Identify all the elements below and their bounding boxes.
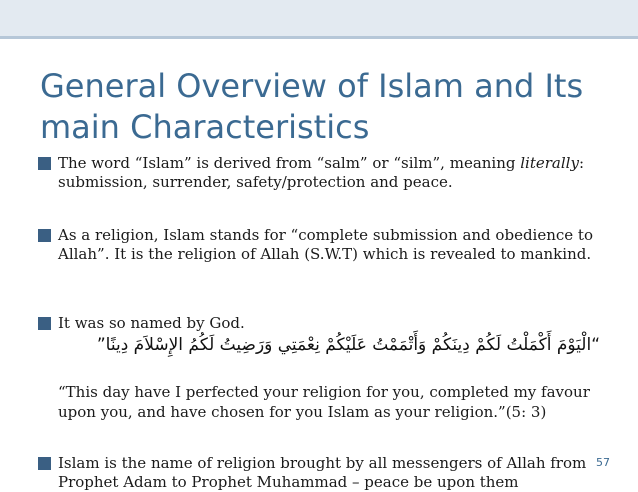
square-bullet-icon: [38, 157, 51, 170]
square-bullet-icon: [38, 457, 51, 470]
bullet-text: The word “Islam” is derived from “salm” or “silm”, meaning literally: submission, surrender, safety/protection and peace.: [58, 154, 584, 191]
bullet-item-religion: [38, 226, 598, 264]
bullet-text: As a religion, Islam stands for “complete submission and obedience to Allah”. It is the religion of Allah (S.W.T) which is revealed to mankind.: [58, 226, 593, 263]
square-bullet-icon: [38, 317, 51, 330]
bullet-item-etymology: [38, 154, 598, 192]
header-band: [0, 0, 638, 36]
verse-translation: “This day have I perfected your religion for you, completed my favour upon you, and have chosen for you Islam as your religion.”(5: 3): [58, 383, 590, 421]
bullet-item-messengers: [38, 454, 593, 491]
bullet-item-named: [38, 314, 598, 333]
bullet-text: It was so named by God.: [58, 314, 245, 332]
square-bullet-icon: [38, 229, 51, 242]
slide-title: General Overview of Islam and Its main Characteristics: [40, 67, 584, 146]
page-number: 57: [596, 456, 610, 469]
arabic-verse: “الْيَوْمَ أَكْمَلْتُ لَكُمْ دِينَكُمْ وَأَتْمَمْتُ عَلَيْكُمْ نِعْمَتِي وَرَضِيتُ لَكُمُ الإِسْلاَمَ دِينًا”: [96, 335, 600, 355]
bullet-text: Islam is the name of religion brought by all messengers of Allah from Prophet Adam to Prophet Muhammad – peace be upon them: [58, 454, 587, 491]
header-divider: [0, 36, 638, 39]
